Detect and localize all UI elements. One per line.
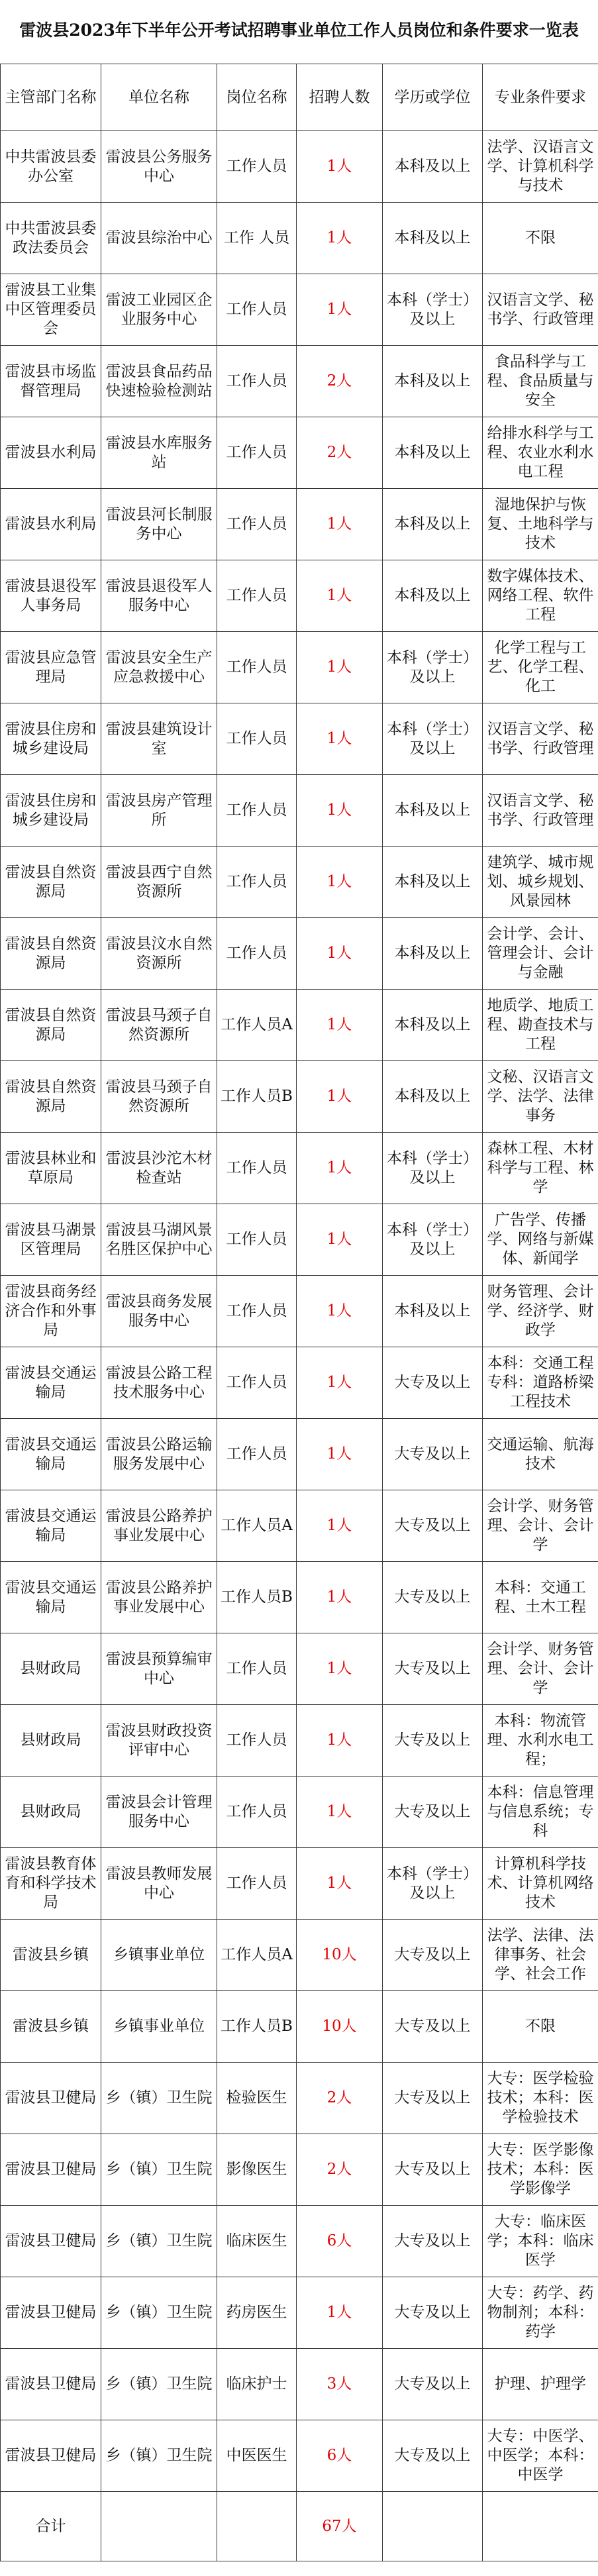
cell-num: 2人 — [297, 346, 383, 417]
cell-num: 6人 — [297, 2420, 383, 2492]
table-row — [1, 560, 598, 632]
table-row — [1, 1991, 598, 2063]
cell-num: 1人 — [297, 918, 383, 990]
table-body — [1, 131, 598, 2492]
req-text: 汉语言文学、秘书学、行政管理 — [487, 291, 594, 328]
cell-unit: 雷波县房产管理所 — [101, 775, 217, 847]
cell-num: 3人 — [297, 2349, 383, 2420]
header-unit: 单位名称 — [101, 64, 217, 131]
req-text: 法学、法律、法律事务、社会学、社会工作 — [487, 1927, 594, 1983]
table-row — [1, 1633, 598, 1705]
cell-edu: 大专及以上 — [383, 2063, 483, 2134]
cell-num: 6人 — [297, 2206, 383, 2277]
req-text: 本科：物流管理、水利水电工程； — [487, 1712, 594, 1768]
cell-unit: 雷波县综治中心 — [101, 203, 217, 274]
cell-dept: 雷波县交通运输局 — [1, 1490, 101, 1562]
cell-req — [483, 1705, 598, 1777]
cell-num: 1人 — [297, 1347, 383, 1419]
cell-req — [483, 918, 598, 990]
cell-req — [483, 775, 598, 847]
table-row — [1, 2206, 598, 2277]
cell-dept: 县财政局 — [1, 1777, 101, 1848]
cell-num: 1人 — [297, 1276, 383, 1347]
cell-unit: 乡（镇）卫生院 — [101, 2420, 217, 2492]
cell-edu: 本科及以上 — [383, 918, 483, 990]
cell-post: 工作人员A — [217, 1920, 297, 1991]
cell-unit: 雷波县汶水自然资源所 — [101, 918, 217, 990]
cell-dept: 雷波县交通运输局 — [1, 1562, 101, 1633]
cell-num: 2人 — [297, 2134, 383, 2206]
cell-post: 影像医生 — [217, 2134, 297, 2206]
cell-req — [483, 1490, 598, 1562]
cell-req — [483, 847, 598, 918]
cell-dept: 雷波县住房和城乡建设局 — [1, 703, 101, 775]
table-row — [1, 632, 598, 703]
cell-edu: 大专及以上 — [383, 1920, 483, 1991]
cell-dept: 雷波县市场监督管理局 — [1, 346, 101, 417]
req-text: 护理、护理学 — [495, 2375, 586, 2393]
cell-edu: 大专及以上 — [383, 2134, 483, 2206]
cell-dept: 雷波县乡镇 — [1, 1991, 101, 2063]
header-dept: 主管部门名称 — [1, 64, 101, 131]
cell-num: 2人 — [297, 2063, 383, 2134]
cell-num: 1人 — [297, 489, 383, 560]
cell-req — [483, 1133, 598, 1204]
cell-req — [483, 2134, 598, 2206]
cell-num: 1人 — [297, 1061, 383, 1133]
cell-edu: 本科及以上 — [383, 560, 483, 632]
cell-num: 1人 — [297, 775, 383, 847]
cell-post: 工作人员 — [217, 1848, 297, 1920]
cell-num: 1人 — [297, 2277, 383, 2349]
cell-dept: 雷波县交通运输局 — [1, 1419, 101, 1490]
cell-unit: 乡（镇）卫生院 — [101, 2134, 217, 2206]
req-text: 大专：医学检验技术；本科：医学检验技术 — [487, 2070, 594, 2126]
cell-req — [483, 2063, 598, 2134]
cell-unit: 雷波县水库服务站 — [101, 417, 217, 489]
cell-edu: 大专及以上 — [383, 1633, 483, 1705]
cell-unit: 乡（镇）卫生院 — [101, 2349, 217, 2420]
cell-dept: 雷波县自然资源局 — [1, 918, 101, 990]
total-num: 67人 — [297, 2492, 383, 2561]
cell-num: 1人 — [297, 1133, 383, 1204]
req-text: 财务管理、会计学、经济学、财政学 — [487, 1283, 594, 1339]
cell-post: 临床医生 — [217, 2206, 297, 2277]
cell-unit: 雷波县建筑设计室 — [101, 703, 217, 775]
req-text: 不限 — [525, 2018, 556, 2035]
req-text: 大专：医学影像技术；本科：医学影像学 — [487, 2141, 594, 2197]
total-empty-req — [483, 2492, 598, 2561]
req-text: 会计学、财务管理、会计、会计学 — [487, 1641, 594, 1696]
cell-dept: 雷波县商务经济合作和外事局 — [1, 1276, 101, 1347]
cell-edu: 本科及以上 — [383, 775, 483, 847]
table-row — [1, 1133, 598, 1204]
cell-unit: 雷波县河长制服务中心 — [101, 489, 217, 560]
req-text: 会计学、会计、管理会计、会计与金融 — [487, 925, 594, 981]
cell-unit: 雷波县公路养护事业发展中心 — [101, 1562, 217, 1633]
cell-edu: 本科及以上 — [383, 489, 483, 560]
req-text: 食品科学与工程、食品质量与安全 — [487, 353, 594, 409]
cell-post: 工作人员A — [217, 990, 297, 1061]
cell-unit: 乡（镇）卫生院 — [101, 2063, 217, 2134]
cell-post: 工作 人员 — [217, 203, 297, 274]
total-label: 合计 — [1, 2492, 101, 2561]
cell-dept: 雷波县水利局 — [1, 489, 101, 560]
cell-num: 1人 — [297, 1848, 383, 1920]
cell-dept: 雷波县乡镇 — [1, 1920, 101, 1991]
cell-edu: 本科（学士）及以上 — [383, 1848, 483, 1920]
header-num: 招聘人数 — [297, 64, 383, 131]
table-row — [1, 703, 598, 775]
req-text: 地质学、地质工程、勘查技术与工程 — [487, 997, 594, 1053]
table-row — [1, 1347, 598, 1419]
cell-dept: 雷波县住房和城乡建设局 — [1, 775, 101, 847]
recruitment-table — [0, 64, 598, 2561]
cell-post: 工作人员B — [217, 1562, 297, 1633]
cell-edu: 本科（学士）及以上 — [383, 703, 483, 775]
cell-num: 1人 — [297, 1204, 383, 1276]
table-row — [1, 1562, 598, 1633]
total-empty-unit — [101, 2492, 217, 2561]
cell-req — [483, 1061, 598, 1133]
table-row — [1, 2420, 598, 2492]
cell-unit: 雷波工业园区企业服务中心 — [101, 274, 217, 346]
table-row — [1, 775, 598, 847]
req-text: 给排水科学与工程、农业水利水电工程 — [487, 425, 594, 480]
cell-post: 工作人员 — [217, 489, 297, 560]
cell-post: 中医医生 — [217, 2420, 297, 2492]
cell-req — [483, 560, 598, 632]
req-text: 汉语言文学、秘书学、行政管理 — [487, 720, 594, 757]
cell-req — [483, 1276, 598, 1347]
cell-unit: 雷波县沙沱木材检查站 — [101, 1133, 217, 1204]
cell-edu: 本科（学士）及以上 — [383, 632, 483, 703]
cell-req — [483, 2277, 598, 2349]
cell-unit: 乡镇事业单位 — [101, 1920, 217, 1991]
req-text: 本科：信息管理与信息系统；专科 — [487, 1784, 594, 1839]
cell-dept: 雷波县自然资源局 — [1, 1061, 101, 1133]
cell-edu: 本科及以上 — [383, 203, 483, 274]
cell-unit: 雷波县退役军人服务中心 — [101, 560, 217, 632]
cell-post: 工作人员 — [217, 560, 297, 632]
cell-edu: 大专及以上 — [383, 2277, 483, 2349]
cell-num: 1人 — [297, 1490, 383, 1562]
cell-req — [483, 2420, 598, 2492]
cell-req — [483, 632, 598, 703]
cell-post: 工作人员 — [217, 1705, 297, 1777]
cell-req — [483, 1204, 598, 1276]
cell-req — [483, 2349, 598, 2420]
cell-post: 工作人员 — [217, 775, 297, 847]
table-row — [1, 847, 598, 918]
cell-post: 工作人员B — [217, 1061, 297, 1133]
cell-post: 工作人员 — [217, 1347, 297, 1419]
cell-num: 1人 — [297, 1705, 383, 1777]
req-text: 大专：临床医学；本科：临床医学 — [487, 2213, 594, 2269]
cell-post: 检验医生 — [217, 2063, 297, 2134]
cell-num: 1人 — [297, 1562, 383, 1633]
cell-dept: 雷波县交通运输局 — [1, 1347, 101, 1419]
cell-dept: 雷波县马湖景区管理局 — [1, 1204, 101, 1276]
cell-unit: 雷波县商务发展服务中心 — [101, 1276, 217, 1347]
cell-unit: 雷波县会计管理服务中心 — [101, 1777, 217, 1848]
req-text: 汉语言文学、秘书学、行政管理 — [487, 792, 594, 829]
cell-unit: 雷波县马湖风景名胜区保护中心 — [101, 1204, 217, 1276]
cell-dept: 县财政局 — [1, 1705, 101, 1777]
table-row — [1, 1276, 598, 1347]
table-row — [1, 1777, 598, 1848]
cell-req — [483, 1562, 598, 1633]
cell-post: 工作人员A — [217, 1490, 297, 1562]
cell-edu: 大专及以上 — [383, 2349, 483, 2420]
cell-edu: 本科及以上 — [383, 417, 483, 489]
cell-num: 10人 — [297, 1920, 383, 1991]
cell-edu: 大专及以上 — [383, 1562, 483, 1633]
cell-post: 工作人员 — [217, 1204, 297, 1276]
req-text: 建筑学、城市规划、城乡规划、风景园林 — [487, 854, 594, 909]
cell-post: 工作人员 — [217, 847, 297, 918]
cell-edu: 本科及以上 — [383, 1061, 483, 1133]
table-row — [1, 918, 598, 990]
table-row — [1, 489, 598, 560]
cell-dept: 雷波县自然资源局 — [1, 847, 101, 918]
cell-req — [483, 274, 598, 346]
table-row — [1, 417, 598, 489]
header-post: 岗位名称 — [217, 64, 297, 131]
cell-num: 1人 — [297, 990, 383, 1061]
cell-req — [483, 1777, 598, 1848]
cell-req — [483, 1920, 598, 1991]
cell-num: 1人 — [297, 632, 383, 703]
cell-edu: 本科（学士）及以上 — [383, 1133, 483, 1204]
table-row — [1, 2063, 598, 2134]
table-row — [1, 274, 598, 346]
cell-post: 工作人员 — [217, 1633, 297, 1705]
cell-post: 工作人员B — [217, 1991, 297, 2063]
cell-num: 1人 — [297, 847, 383, 918]
cell-dept: 中共雷波县委办公室 — [1, 131, 101, 203]
cell-edu: 大专及以上 — [383, 2420, 483, 2492]
cell-post: 工作人员 — [217, 1133, 297, 1204]
cell-edu: 大专及以上 — [383, 1419, 483, 1490]
req-text: 本科：交通工程 专科：道路桥梁工程技术 — [487, 1355, 594, 1410]
table-row — [1, 2349, 598, 2420]
cell-dept: 雷波县水利局 — [1, 417, 101, 489]
req-text: 森林工程、木材科学与工程、林学 — [487, 1140, 594, 1196]
cell-dept: 雷波县退役军人事务局 — [1, 560, 101, 632]
cell-edu: 大专及以上 — [383, 1490, 483, 1562]
cell-req — [483, 2206, 598, 2277]
cell-unit: 雷波县安全生产应急救援中心 — [101, 632, 217, 703]
table-row — [1, 131, 598, 203]
cell-unit: 雷波县公务服务中心 — [101, 131, 217, 203]
req-text: 化学工程与工艺、化学工程、化工 — [487, 639, 594, 695]
cell-unit: 雷波县马颈子自然资源所 — [101, 990, 217, 1061]
cell-post: 工作人员 — [217, 1777, 297, 1848]
table-row — [1, 1490, 598, 1562]
cell-unit: 雷波县公路运输服务发展中心 — [101, 1419, 217, 1490]
cell-dept: 雷波县工业集中区管理委员会 — [1, 274, 101, 346]
table-row — [1, 346, 598, 417]
cell-unit: 乡（镇）卫生院 — [101, 2277, 217, 2349]
cell-req — [483, 131, 598, 203]
cell-post: 工作人员 — [217, 918, 297, 990]
total-empty-edu — [383, 2492, 483, 2561]
cell-unit: 雷波县公路养护事业发展中心 — [101, 1490, 217, 1562]
cell-num: 1人 — [297, 703, 383, 775]
cell-dept: 雷波县教育体育和科学技术局 — [1, 1848, 101, 1920]
req-text: 数字媒体技术、网络工程、软件工程 — [487, 568, 594, 623]
cell-unit: 乡镇事业单位 — [101, 1991, 217, 2063]
cell-unit: 雷波县公路工程技术服务中心 — [101, 1347, 217, 1419]
cell-req — [483, 203, 598, 274]
cell-post: 工作人员 — [217, 1276, 297, 1347]
cell-dept: 雷波县应急管理局 — [1, 632, 101, 703]
cell-num: 10人 — [297, 1991, 383, 2063]
cell-req — [483, 489, 598, 560]
cell-num: 1人 — [297, 131, 383, 203]
cell-edu: 本科（学士）及以上 — [383, 274, 483, 346]
cell-unit: 雷波县马颈子自然资源所 — [101, 1061, 217, 1133]
table-row — [1, 990, 598, 1061]
cell-post: 工作人员 — [217, 632, 297, 703]
cell-dept: 雷波县卫健局 — [1, 2063, 101, 2134]
cell-dept: 雷波县自然资源局 — [1, 990, 101, 1061]
cell-req — [483, 703, 598, 775]
cell-num: 1人 — [297, 203, 383, 274]
req-text: 法学、汉语言文学、计算机科学与技术 — [487, 138, 594, 194]
cell-req — [483, 1848, 598, 1920]
cell-edu: 本科及以上 — [383, 131, 483, 203]
table-row — [1, 1705, 598, 1777]
cell-edu: 本科（学士）及以上 — [383, 1204, 483, 1276]
cell-post: 工作人员 — [217, 417, 297, 489]
cell-post: 工作人员 — [217, 346, 297, 417]
cell-unit: 雷波县教师发展中心 — [101, 1848, 217, 1920]
table-row — [1, 1419, 598, 1490]
cell-edu: 本科及以上 — [383, 1276, 483, 1347]
cell-edu: 大专及以上 — [383, 1777, 483, 1848]
cell-dept: 雷波县林业和草原局 — [1, 1133, 101, 1204]
cell-dept: 雷波县卫健局 — [1, 2349, 101, 2420]
total-empty-post — [217, 2492, 297, 2561]
cell-req — [483, 990, 598, 1061]
cell-dept: 雷波县卫健局 — [1, 2134, 101, 2206]
cell-post: 工作人员 — [217, 131, 297, 203]
cell-req — [483, 1347, 598, 1419]
cell-dept: 县财政局 — [1, 1633, 101, 1705]
req-text: 会计学、财务管理、会计、会计学 — [487, 1498, 594, 1553]
table-row — [1, 1848, 598, 1920]
cell-num: 2人 — [297, 417, 383, 489]
req-text: 湿地保护与恢复、土地科学与技术 — [487, 496, 594, 552]
cell-post: 工作人员 — [217, 274, 297, 346]
req-text: 广告学、传播学、网络与新媒体、新闻学 — [487, 1211, 594, 1267]
cell-post: 工作人员 — [217, 703, 297, 775]
cell-num: 1人 — [297, 1419, 383, 1490]
cell-num: 1人 — [297, 560, 383, 632]
cell-req — [483, 1633, 598, 1705]
cell-num: 1人 — [297, 1777, 383, 1848]
table-row — [1, 1204, 598, 1276]
cell-unit: 雷波县预算编审中心 — [101, 1633, 217, 1705]
cell-edu: 大专及以上 — [383, 1705, 483, 1777]
cell-edu: 大专及以上 — [383, 1991, 483, 2063]
cell-unit: 乡（镇）卫生院 — [101, 2206, 217, 2277]
cell-edu: 本科及以上 — [383, 847, 483, 918]
header-edu: 学历或学位 — [383, 64, 483, 131]
req-text: 计算机科学技术、计算机网络技术 — [487, 1855, 594, 1911]
req-text: 大专：中医学、中医学；本科：中医学 — [487, 2428, 594, 2483]
cell-post: 工作人员 — [217, 1419, 297, 1490]
cell-edu: 大专及以上 — [383, 2206, 483, 2277]
req-text: 不限 — [525, 229, 556, 246]
cell-dept: 中共雷波县委政法委员会 — [1, 203, 101, 274]
req-text: 本科：交通工程、土木工程 — [495, 1578, 586, 1616]
req-text: 交通运输、航海技术 — [487, 1435, 594, 1472]
table-row — [1, 1061, 598, 1133]
req-text: 大专：药学、药物制剂；本科：药学 — [487, 2285, 594, 2340]
table-header-row — [1, 64, 598, 131]
cell-num: 1人 — [297, 1633, 383, 1705]
cell-req — [483, 417, 598, 489]
cell-num: 1人 — [297, 274, 383, 346]
page-title: 雷波县2023年下半年公开考试招聘事业单位工作人员岗位和条件要求一览表 — [19, 21, 579, 40]
cell-dept: 雷波县卫健局 — [1, 2206, 101, 2277]
cell-edu: 大专及以上 — [383, 1347, 483, 1419]
cell-unit: 雷波县食品药品快速检验检测站 — [101, 346, 217, 417]
cell-req — [483, 1419, 598, 1490]
cell-dept: 雷波县卫健局 — [1, 2277, 101, 2349]
table-row — [1, 1920, 598, 1991]
cell-req — [483, 1991, 598, 2063]
cell-unit: 雷波县西宁自然资源所 — [101, 847, 217, 918]
cell-post: 药房医生 — [217, 2277, 297, 2349]
req-text: 文秘、汉语言文学、法学、法律事务 — [487, 1068, 594, 1124]
table-row — [1, 2277, 598, 2349]
header-req: 专业条件要求 — [483, 64, 598, 131]
cell-post: 临床护士 — [217, 2349, 297, 2420]
cell-req — [483, 346, 598, 417]
cell-unit: 雷波县财政投资评审中心 — [101, 1705, 217, 1777]
table-row — [1, 2134, 598, 2206]
total-row — [1, 2492, 598, 2561]
cell-edu: 本科及以上 — [383, 346, 483, 417]
table-row — [1, 203, 598, 274]
cell-edu: 本科及以上 — [383, 990, 483, 1061]
cell-dept: 雷波县卫健局 — [1, 2420, 101, 2492]
